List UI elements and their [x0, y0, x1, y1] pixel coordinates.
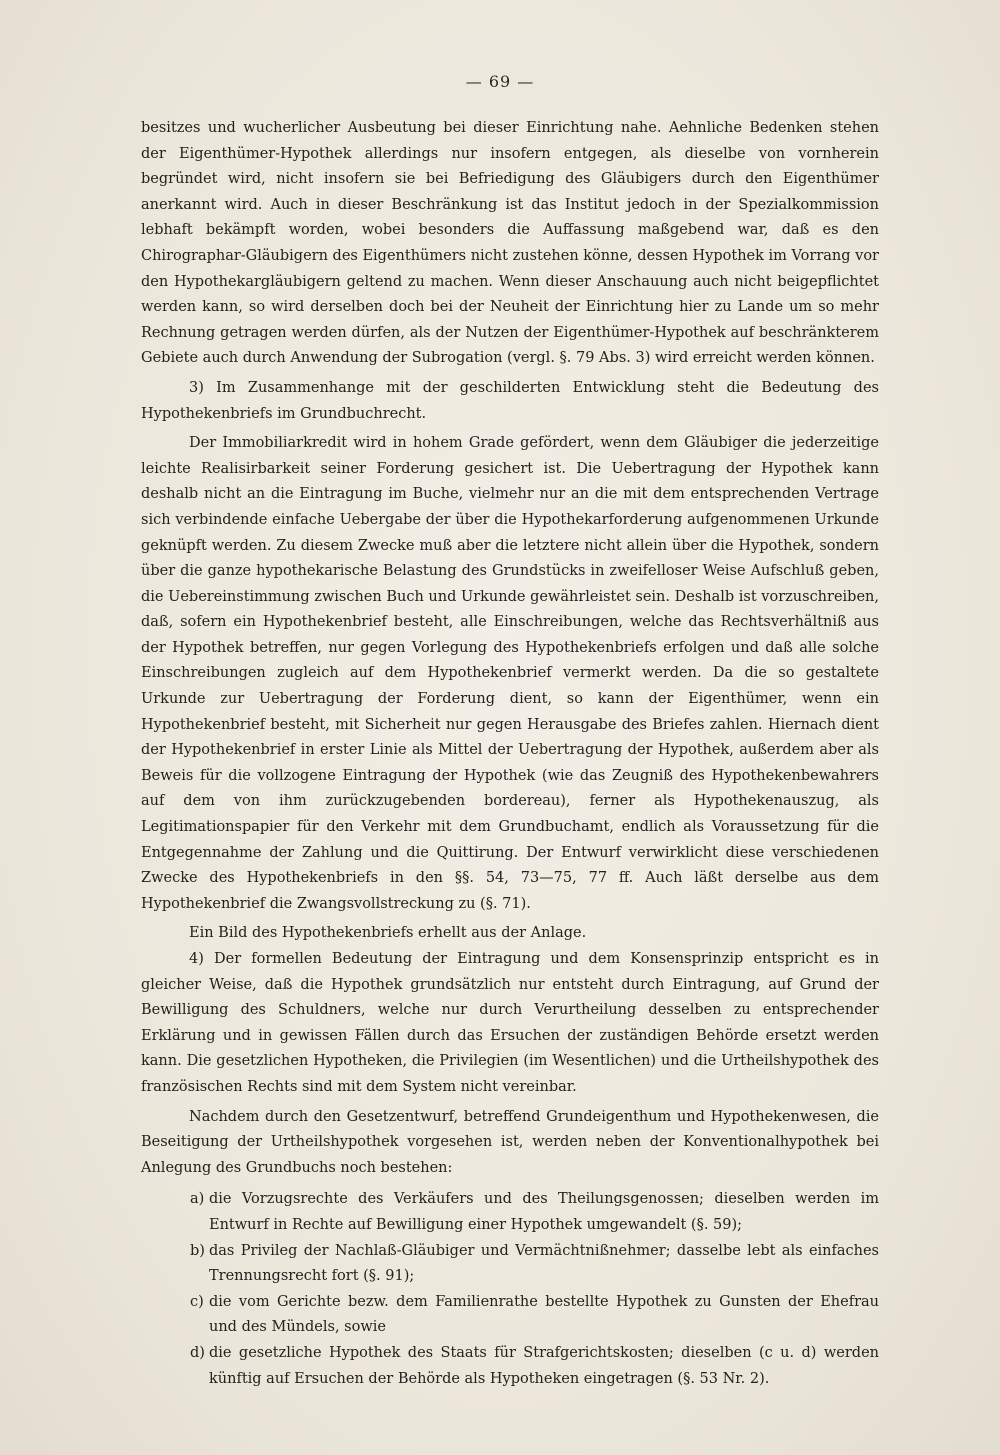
paragraph-nachdem: Nachdem durch den Gesetzentwurf, betreffend Grundeigenthum und Hypothekenwesen, die Beseitigung der Urtheilshypothek vorgesehen ist, werden neben der Konventionalhypothek bei Anlegung des Grundbuchs noch bestehen:: [141, 1108, 879, 1176]
paragraph-immobiliarkredit: Der Immobiliarkredit wird in hohem Grade gefördert, wenn dem Gläubiger die jederzeitige leichte Realisirbarkeit seiner Forderung gesichert ist. Die Uebertragung der Hypothek kann deshalb nicht an die Eintragung im Buche, vielmehr nur an die mit dem entsprechenden Vertrage sich verbindende einfache Uebergabe der über die Hypothekarforderung aufgenommenen Urkunde geknüpft werden. Zu diesem Zwecke muß aber die letztere nicht allein über die Hypothek, sondern über die ganze hypothekarische Belastung des Grundstücks in zweifelloser Weise Aufschluß geben, die Uebereinstimmung zwischen Buch und Urkunde gewährleistet sein. Deshalb ist vorzuschreiben, daß, sofern ein Hypothekenbrief besteht, alle Einschreibungen, welche das Rechtsverhältniß aus der Hypothek betreffen, nur gegen Vorlegung des Hypothekenbriefs erfolgen und daß alle solche Einschreibungen zugleich auf dem Hypothekenbrief vermerkt werden. Da die so gestaltete Urkunde zur Uebertragung der Forderung dient, so kann der Eigenthümer, wenn ein Hypothekenbrief besteht, mit Sicherheit nur gegen Herausgabe des Briefes zahlen. Hiernach dient der Hypothekenbrief in erster Linie als Mittel der Uebertragung der Hypothek, außerdem aber als Beweis für die vollzogene Eintragung der Hypothek (wie das Zeugniß des Hypothekenbewahrers auf dem von ihm zurückzugebenden bordereau), ferner als Hypothekenauszug, als Legitimationspapier für den Verkehr mit dem Grundbuchamt, endlich als Voraussetzung für die Entgegennahme der Zahlung und die Quittirung. Der Entwurf verwirklicht diese verschiedenen Zwecke des Hypothekenbriefs in den §§. 54, 73—75, 77 ff. Auch läßt derselbe aus dem Hypothekenbrief die Zwangsvollstreckung zu (§. 71).: [141, 435, 879, 912]
list-marker: a): [190, 1191, 205, 1208]
paragraph-anlage-note: Ein Bild des Hypothekenbriefs erhellt aus der Anlage.: [189, 925, 587, 942]
list-marker: b): [190, 1242, 205, 1259]
list-item-text: die Vorzugsrechte des Verkäufers und des Theilungsgenossen; dieselben werden im Entwurf in Rechte auf Bewilligung einer Hypothek umgewandelt (§. 59);: [209, 1191, 879, 1233]
paragraph-section-3-heading: 3) Im Zusammenhange mit der geschilderten Entwicklung steht die Bedeutung des Hypothekenbriefs im Grundbuchrecht.: [141, 379, 879, 422]
paragraph-section-4: 4) Der formellen Bedeutung der Eintragung und dem Konsensprinzip entspricht es in gleicher Weise, daß die Hypothek grundsätzlich nur entsteht durch Eintragung, auf Grund der Bewilligung des Schuldners, welche nur durch Verurtheilung desselben zu entsprechender Erklärung und in gewissen Fällen durch das Ersuchen der zuständigen Behörde ersetzt werden kann. Die gesetzlichen Hypotheken, die Privilegien (im Wesentlichen) und die Urtheilshypothek des französischen Rechts sind mit dem System nicht vereinbar.: [141, 951, 879, 1095]
enumerated-list: [141, 1187, 879, 1392]
list-item-text: die vom Gerichte bezw. dem Familienrathe bestellte Hypothek zu Gunsten der Ehefrau und des Mündels, sowie: [209, 1293, 879, 1336]
page-number: — 69 —: [465, 72, 535, 91]
list-marker: d): [190, 1344, 205, 1361]
body-text: [141, 116, 879, 1392]
paragraph-continuation: besitzes und wucherlicher Ausbeutung bei dieser Einrichtung nahe. Aehnliche Bedenken stehen der Eigenthümer-Hypothek allerdings nur insofern entgegen, als dieselbe von vornherein begründet wird, nicht insofern sie bei Befriedigung des Gläubigers durch den Eigenthümer anerkannt wird. Auch in dieser Beschränkung ist das Institut jedoch in der Spezialkommission lebhaft bekämpft worden, wobei besonders die Auffassung maßgebend war, daß es den Chirographar-Gläubigern des Eigenthümers nicht zustehen könne, dessen Hypothek im Vorrang vor den Hypothekargläubigern geltend zu machen. Wenn dieser Anschauung auch nicht beigepflichtet werden kann, so wird derselben doch bei der Neuheit der Einrichtung hier zu Lande um so mehr Rechnung getragen werden dürfen, als der Nutzen der Eigenthümer-Hypothek auf beschränkterem Gebiete auch durch Anwendung der Subrogation (vergl. §. 79 Abs. 3) wird erreicht werden können.: [141, 120, 879, 367]
list-item-text: das Privileg der Nachlaß-Gläubiger und Vermächtnißnehmer; dasselbe lebt als einfaches Trennungsrecht fort (§. 91);: [209, 1242, 879, 1285]
list-item-d: [141, 1341, 879, 1392]
list-marker: c): [190, 1293, 204, 1310]
list-item-a: [141, 1187, 879, 1238]
list-item-text: die gesetzliche Hypothek des Staats für Strafgerichtskosten; dieselben (c u. d) werden künftig auf Ersuchen der Behörde als Hypotheken eingetragen (§. 53 Nr. 2).: [209, 1344, 879, 1387]
list-item-b: [141, 1239, 879, 1290]
list-item-c: [141, 1290, 879, 1341]
